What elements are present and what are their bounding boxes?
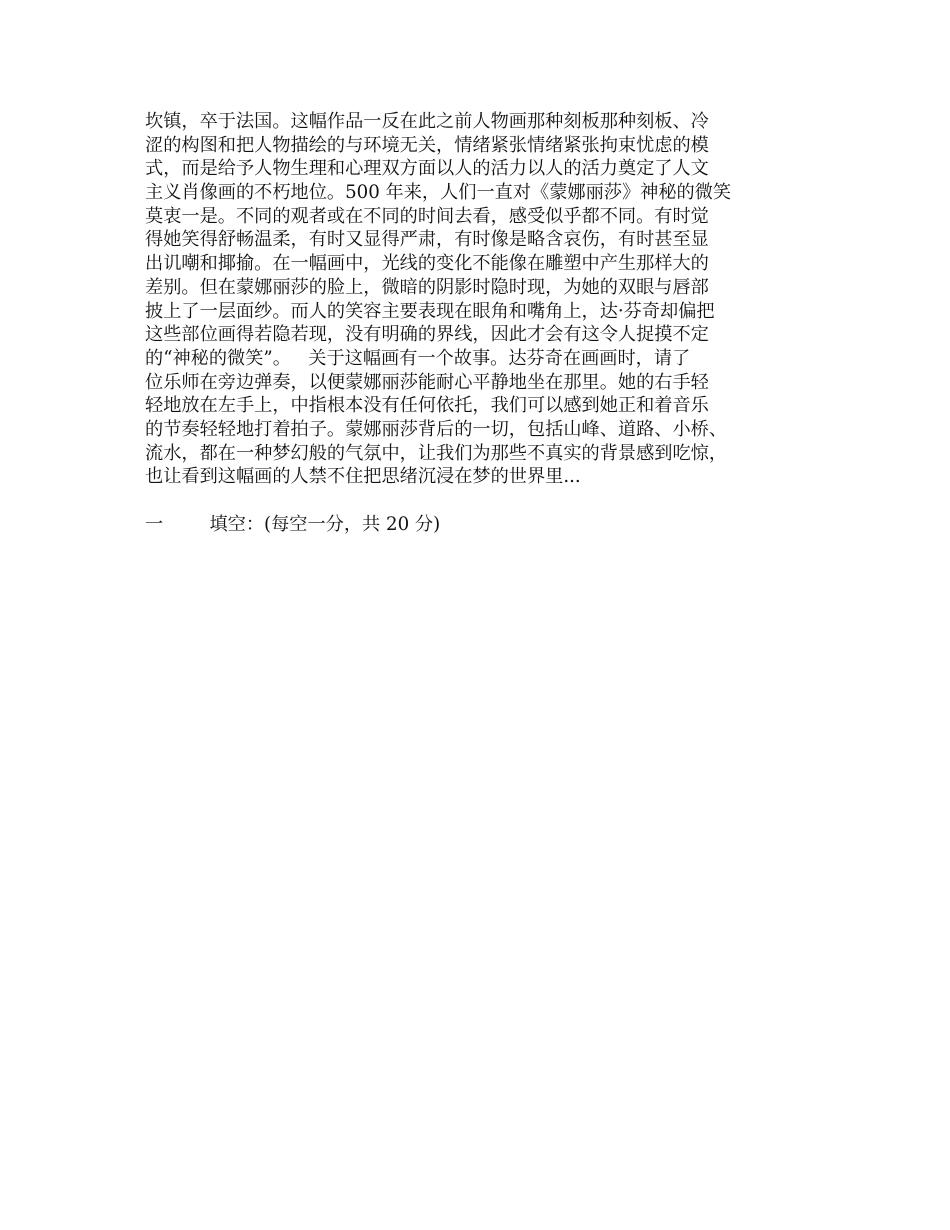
question-6-line [145, 892, 810, 916]
essay-line: 的节奏轻轻地打着拍子。蒙娜丽莎背后的一切，包括山峰、道路、小桥、 [145, 418, 728, 440]
question-3-line [145, 679, 810, 703]
question-5-line [145, 844, 810, 868]
essay-line: 位乐师在旁边弹奏，以便蒙娜丽莎能耐心平静地坐在那里。她的右手轻 [145, 371, 709, 393]
question-2-line [145, 631, 810, 655]
question-5-line [145, 821, 810, 845]
choice-2-line [145, 986, 810, 1010]
essay-line: 主义肖像画的不朽地位。500 年来，人们一直对《蒙娜丽莎》神秘的微笑 [145, 182, 732, 204]
question-2-line [145, 584, 810, 608]
essay-line: 也让看到这幅画的人禁不住把思绪沉浸在梦的世界里... [145, 466, 581, 488]
essay-line: 得她笑得舒畅温柔，有时又显得严肃，有时像是略含哀伤，有时甚至显 [145, 229, 709, 251]
essay-line: 式，而是给予人物生理和心理双方面以人的活力以人的活力奠定了人文 [145, 158, 709, 180]
essay-line: 的“神秘的微笑”。 关于这幅画有一个故事。达芬奇在画画时，请了 [145, 347, 691, 369]
question-1-line [145, 560, 810, 584]
essay-line: 流水，都在一种梦幻般的气氛中，让我们为那些不真实的背景感到吃惊， [145, 442, 728, 464]
essay-line: 坎镇，卒于法国。这幅作品一反在此之前人物画那种刻板那种刻板、冷 [145, 111, 709, 132]
essay-line: 差别。但在蒙娜丽莎的脸上，微暗的阴影时隐时现，为她的双眼与唇部 [145, 276, 709, 298]
section-heading [145, 915, 810, 939]
question-2-line [145, 607, 810, 631]
exam-title-line [145, 489, 810, 513]
essay-line: 这些部位画得若隐若现，没有明确的界线，因此才会有这令人捉摸不定 [145, 324, 709, 346]
section-heading: 一 填空：(每空一分，共 20 分) [145, 513, 441, 535]
question-4-line [145, 773, 810, 797]
essay-paragraph [145, 110, 810, 489]
document-page [145, 110, 810, 1010]
essay-line: 轻地放在左手上，中指根本没有任何依托，我们可以感到她正和着音乐 [145, 395, 709, 417]
choice-1-options [145, 963, 810, 987]
question-4-line [145, 750, 810, 774]
essay-line: 出讥嘲和揶揄。在一幅画中，光线的变化不能像在雕塑中产生那样大的 [145, 253, 709, 275]
question-1-line [145, 536, 810, 560]
question-4-line [145, 726, 810, 750]
question-3-line [145, 702, 810, 726]
question-3-line [145, 655, 810, 679]
question-5-line [145, 797, 810, 821]
essay-line: 莫衷一是。不同的观者或在不同的时间去看，感受似乎都不同。有时觉 [145, 205, 709, 227]
choice-1-line [145, 939, 810, 963]
question-6-line [145, 868, 810, 892]
essay-line: 披上了一层面纱。而人的笑容主要表现在眼角和嘴角上，达·芬奇却偏把 [145, 300, 715, 322]
essay-line: 涩的构图和把人物描绘的与环境无关，情绪紧张情绪紧张拘束忧虑的模 [145, 134, 709, 156]
